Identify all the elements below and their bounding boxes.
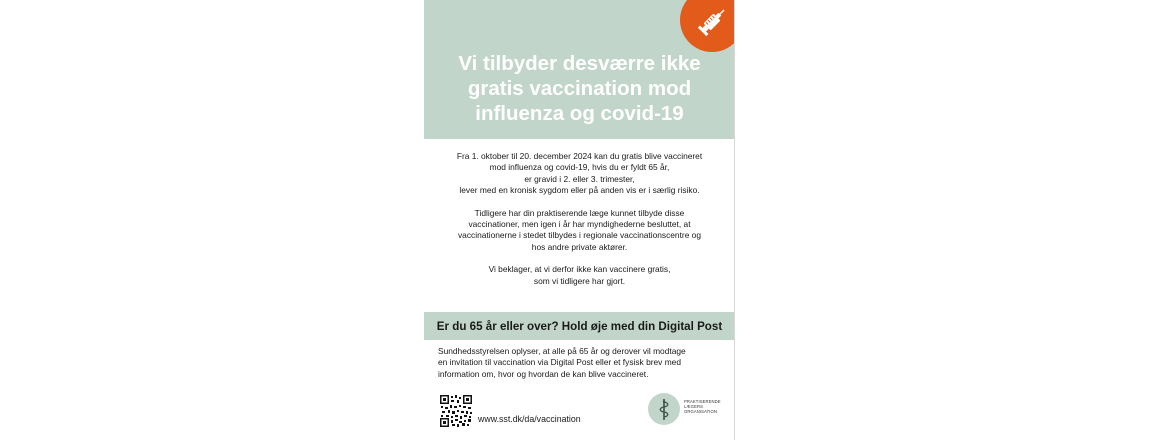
text-line: Sundhedsstyrelsen oplyser, at alle på 65 år og derover vil modtage bbox=[438, 346, 686, 356]
header-banner bbox=[424, 0, 735, 139]
logo-line: ORGANISATION bbox=[684, 409, 717, 415]
logo-circle bbox=[648, 393, 680, 425]
staff-of-asclepius-icon bbox=[648, 393, 680, 425]
paragraph-apology bbox=[432, 264, 727, 287]
text-line: information om, hvor og hvordan de kan blive vaccineret. bbox=[438, 368, 649, 379]
headline bbox=[424, 51, 735, 126]
text-line: Tidligere har din praktiserende læge kunnet tilbyde disse bbox=[474, 207, 685, 218]
headline-line: gratis vaccination mod bbox=[467, 77, 692, 100]
syringe-icon bbox=[694, 4, 730, 40]
logo-line: LÆGERS bbox=[684, 404, 703, 410]
qr-code-icon[interactable] bbox=[440, 395, 472, 427]
poster bbox=[424, 0, 735, 440]
digital-post-band bbox=[424, 312, 735, 340]
text-line: er gravid i 2. eller 3. trimester, bbox=[524, 173, 635, 184]
text-line: Fra 1. oktober til 20. december 2024 kan du gratis blive vaccineret bbox=[456, 151, 703, 161]
body-text bbox=[432, 151, 727, 298]
text-line: Vi beklager, at vi derfor ikke kan vaccinere gratis, bbox=[488, 264, 671, 275]
vaccination-url[interactable]: www.sst.dk/da/vaccination bbox=[478, 414, 581, 424]
text-line: hos andre private aktører. bbox=[531, 241, 628, 252]
headline-line: influenza og covid-19 bbox=[475, 102, 684, 125]
text-line: en invitation til vaccination via Digital Post eller et fysisk brev med bbox=[438, 357, 681, 368]
paragraph-eligibility bbox=[432, 151, 727, 197]
band-title: Er du 65 år eller over? Hold øje med din Digital Post bbox=[436, 319, 723, 333]
logo-line: PRAKTISERENDE bbox=[684, 399, 721, 404]
text-line: lever med en kronisk sygdom eller på anden vis er i særlig risiko. bbox=[459, 185, 700, 196]
text-line: som vi tidligere har gjort. bbox=[533, 275, 626, 286]
text-line: mod influenza og covid-19, hvis du er fyldt 65 år, bbox=[489, 162, 670, 173]
info-text bbox=[438, 346, 728, 380]
vaccine-badge bbox=[680, 0, 735, 52]
text-line: vaccinationerne i stedet tilbydes i regionale vaccinationscentre og bbox=[457, 230, 702, 241]
paragraph-background bbox=[432, 208, 727, 254]
text-line: vaccinationer, men igen i år har myndighederne besluttet, at bbox=[468, 219, 691, 230]
organisation-logo-text bbox=[684, 399, 721, 415]
headline-line: Vi tilbyder desværre ikke bbox=[458, 52, 701, 75]
